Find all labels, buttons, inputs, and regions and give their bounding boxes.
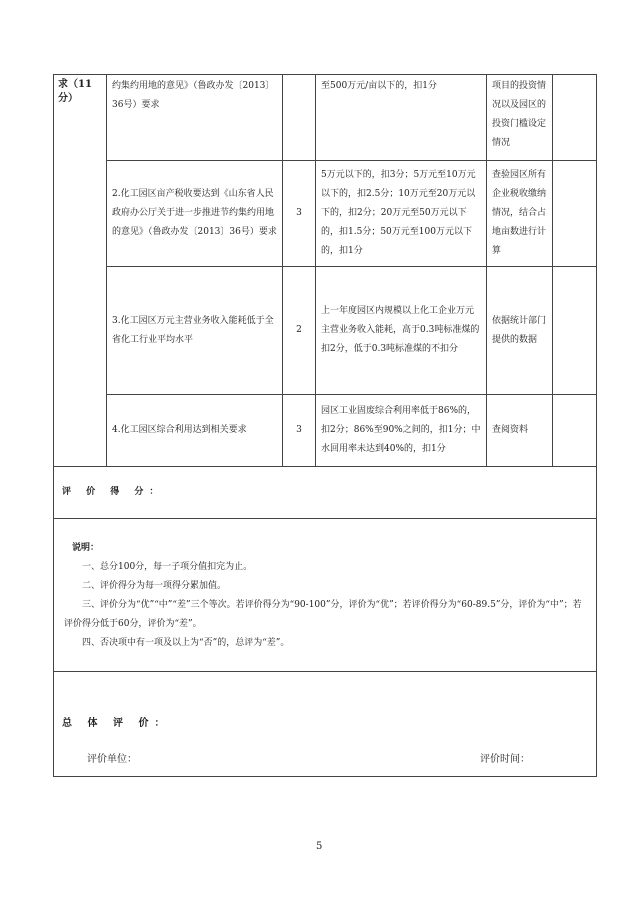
score-cell xyxy=(283,75,316,161)
blank-cell xyxy=(553,75,597,161)
table-row xyxy=(54,75,597,161)
method-cell xyxy=(487,161,553,267)
notes-cell xyxy=(54,519,597,672)
criteria-cell xyxy=(316,161,487,267)
table-row xyxy=(54,267,597,395)
item-text: 约集约用地的意见》（鲁政办发〔2013〕36号）要求 xyxy=(112,81,275,110)
score-text: 2 xyxy=(296,325,302,335)
item-cell xyxy=(107,267,283,395)
evaluation-unit-label: 评价单位： xyxy=(87,754,137,765)
score-cell xyxy=(283,267,316,395)
notes-title: 说明： xyxy=(72,543,100,553)
criteria-cell xyxy=(316,75,487,161)
criteria-cell xyxy=(316,395,487,467)
table-row xyxy=(54,395,597,467)
score-text: 3 xyxy=(296,208,302,218)
category-label: 求（11分） xyxy=(58,79,92,104)
table-row xyxy=(54,161,597,267)
overall-label: 总 体 评 价： xyxy=(62,718,171,729)
page-number: 5 xyxy=(316,841,323,852)
method-text: 依据统计部门提供的数据 xyxy=(492,315,547,345)
item-cell xyxy=(107,161,283,267)
item-cell xyxy=(107,75,283,161)
method-text: 查阅资料 xyxy=(492,425,529,435)
note-line: 三、评价分为“优”“中”“差”三个等次。若评价得分为“90-100”分，评价为“优”；若评价得分为“60-89.5”分，评价为“中”；若评价得分低于60分，评价为“差”。 xyxy=(64,600,582,629)
method-text: 查验园区所有企业税收缴纳情况，结合占地亩数进行计算 xyxy=(492,170,547,256)
method-cell xyxy=(487,267,553,395)
item-text: 3.化工园区万元主营业务收入能耗低于全省化工行业平均水平 xyxy=(112,315,274,345)
blank-cell xyxy=(553,395,597,467)
evaluation-time-label: 评价时间： xyxy=(480,754,530,765)
note-line: 四、否决项中有一项及以上为“否”的，总评为“差”。 xyxy=(82,638,290,648)
note-line: 一、总分100分，每一子项分值扣完为止。 xyxy=(82,562,253,572)
item-text: 2.化工园区亩产税收要达到《山东省人民政府办公厅关于进一步推进节约集约用地的意见》（鲁政办发〔2013〕36号）要求 xyxy=(112,189,277,237)
eval-score-row xyxy=(54,467,597,519)
note-line: 二、评价得分为每一项得分累加值。 xyxy=(82,581,227,591)
score-text xyxy=(283,116,315,120)
eval-score-label: 评 价 得 分： xyxy=(54,467,597,519)
score-text: 3 xyxy=(296,425,302,435)
criteria-text: 园区工业固废综合利用率低于86%的，扣2分；86%至90%之间的，扣1分；中水回用率未达到40%的，扣1分 xyxy=(321,406,481,454)
item-cell xyxy=(107,395,283,467)
score-cell xyxy=(283,395,316,467)
criteria-text: 上一年度园区内规模以上化工企业万元主营业务收入能耗，高于0.3吨标准煤的扣2分，低于0.3吨标准煤的不扣分 xyxy=(321,306,480,354)
criteria-cell xyxy=(316,267,487,395)
notes-row xyxy=(54,519,597,672)
method-cell xyxy=(487,75,553,161)
criteria-text: 5万元以下的，扣3分；5万元至10万元以下的，扣2.5分；10万元至20万元以下的，扣2分；20万元至50万元以下的，扣1.5分；50万元至100万元以下的，扣1分 xyxy=(321,170,476,256)
criteria-text: 至500万元/亩以下的，扣1分 xyxy=(321,81,437,91)
category-cell xyxy=(54,75,107,467)
method-text: 项目的投资情况以及园区的投资门槛设定情况 xyxy=(492,81,547,148)
item-text: 4.化工园区综合利用达到相关要求 xyxy=(112,425,247,435)
score-cell xyxy=(283,161,316,267)
method-cell xyxy=(487,395,553,467)
blank-cell xyxy=(553,267,597,395)
blank-cell xyxy=(553,161,597,267)
evaluation-table xyxy=(53,74,597,777)
